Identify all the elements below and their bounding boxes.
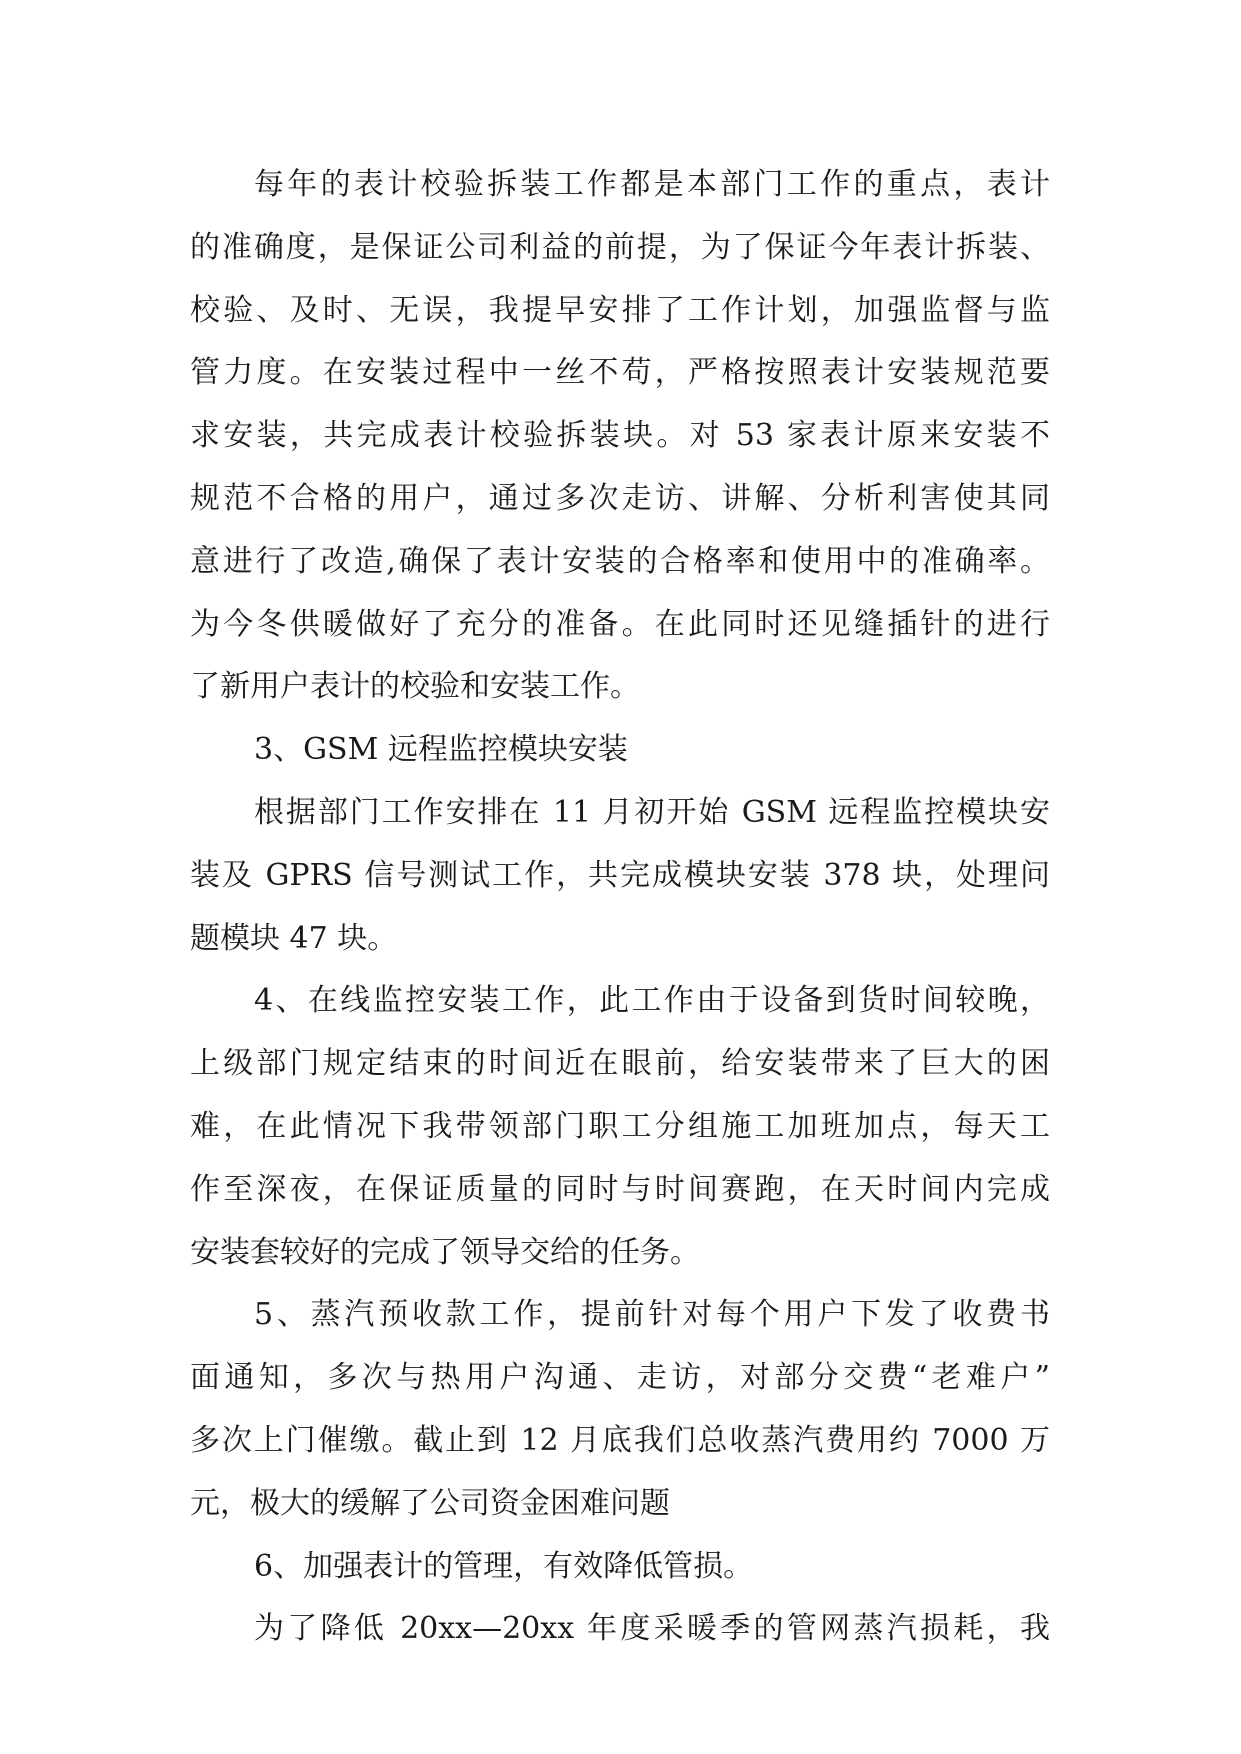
document-body	[190, 154, 1050, 1661]
text-line: 题模块 47 块。	[190, 920, 398, 956]
text-line: 面通知，多次与热用户沟通、走访，对部分交费“老难户”	[190, 1360, 1050, 1396]
paragraph-loss-reduction	[190, 1598, 1050, 1661]
text-line: 作至深夜，在保证质量的同时与时间赛跑，在天时间内完成	[190, 1171, 1050, 1207]
text-line: 为了降低 20xx—20xx 年度采暖季的管网蒸汽损耗，我	[254, 1611, 1050, 1647]
text-line: 求安装，共完成表计校验拆装块。对 53 家表计原来安装不	[190, 418, 1050, 454]
text-line: 装及 GPRS 信号测试工作，共完成模块安装 378 块，处理问	[190, 857, 1050, 893]
text-line: 多次上门催缴。截止到 12 月底我们总收蒸汽费用约 7000 万	[190, 1422, 1050, 1458]
heading-line: 6、加强表计的管理，有效降低管损。	[254, 1548, 754, 1584]
text-line: 元，极大的缓解了公司资金困难问题	[190, 1485, 670, 1521]
paragraph-gsm	[190, 782, 1050, 970]
text-line: 每年的表计校验拆装工作都是本部门工作的重点，表计	[254, 167, 1050, 202]
text-line: 的准确度，是保证公司利益的前提，为了保证今年表计拆装、	[190, 229, 1050, 265]
heading-line: 3、GSM 远程监控模块安装	[254, 732, 628, 768]
text-line: 意进行了改造,确保了表计安装的合格率和使用中的准确率。	[190, 543, 1050, 579]
text-line: 4、在线监控安装工作，此工作由于设备到货时间较晚，	[254, 983, 1050, 1019]
text-line: 难，在此情况下我带领部门职工分组施工加班加点，每天工	[190, 1108, 1050, 1144]
section-heading-gsm	[190, 719, 1050, 782]
text-line: 规范不合格的用户，通过多次走访、讲解、分析利害使其同	[190, 480, 1050, 516]
paragraph-meter-calibration	[190, 154, 1050, 719]
text-line: 安装套较好的完成了领导交给的任务。	[190, 1234, 700, 1270]
text-line: 管力度。在安装过程中一丝不苟，严格按照表计安装规范要	[190, 355, 1050, 391]
text-line: 了新用户表计的校验和安装工作。	[190, 669, 640, 705]
text-line: 5、蒸汽预收款工作，提前针对每个用户下发了收费书	[254, 1297, 1050, 1333]
text-line: 校验、及时、无误，我提早安排了工作计划，加强监督与监	[190, 292, 1050, 328]
paragraph-online-monitoring	[190, 970, 1050, 1284]
text-line: 上级部门规定结束的时间近在眼前，给安装带来了巨大的困	[190, 1046, 1050, 1082]
paragraph-steam-prepayment	[190, 1284, 1050, 1535]
text-line: 为今冬供暖做好了充分的准备。在此同时还见缝插针的进行	[190, 606, 1050, 642]
text-line: 根据部门工作安排在 11 月初开始 GSM 远程监控模块安	[254, 794, 1050, 830]
section-heading-meter-management	[190, 1536, 1050, 1599]
